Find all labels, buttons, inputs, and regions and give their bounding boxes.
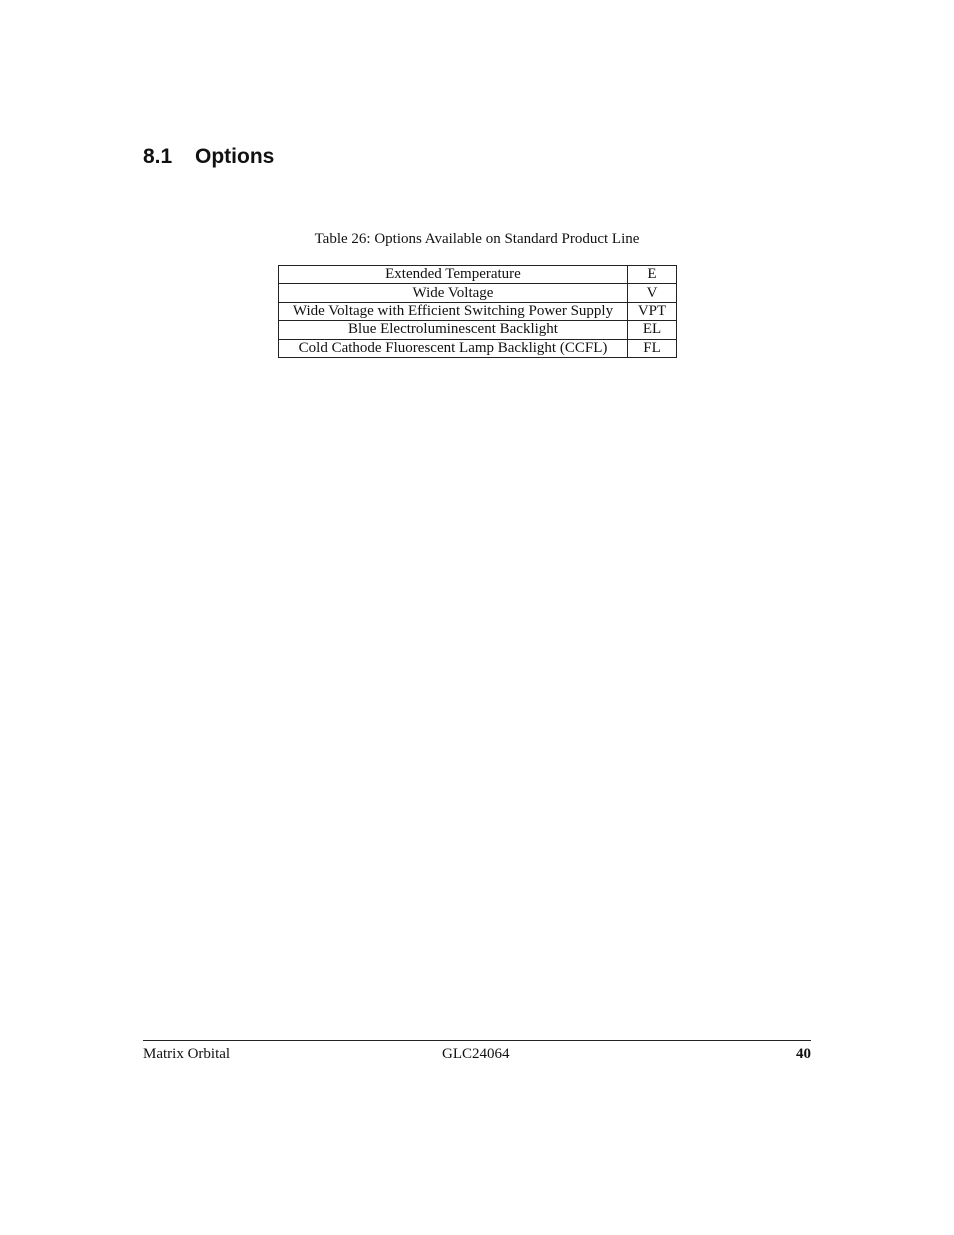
option-code-cell: V (628, 284, 677, 302)
table-caption: Table 26: Options Available on Standard Product Line (314, 231, 640, 247)
section-heading (143, 143, 274, 171)
table-row (279, 321, 677, 339)
footer-page-number: 40 (796, 1046, 811, 1062)
option-name-cell: Extended Temperature (279, 266, 628, 284)
options-table (278, 265, 677, 358)
table-row (279, 284, 677, 302)
footer-rule (143, 1040, 811, 1041)
option-name-cell: Blue Electroluminescent Backlight (279, 321, 628, 339)
option-code-cell: FL (628, 339, 677, 357)
option-name-cell: Wide Voltage (279, 284, 628, 302)
option-code-cell: EL (628, 321, 677, 339)
table-row (279, 266, 677, 284)
footer-model: GLC24064 (442, 1046, 510, 1062)
table-row (279, 339, 677, 357)
option-name-cell: Cold Cathode Fluorescent Lamp Backlight (CCFL) (279, 339, 628, 357)
option-name-cell: Wide Voltage with Efficient Switching Power Supply (279, 302, 628, 320)
footer-company: Matrix Orbital (143, 1046, 231, 1062)
section-title: Options (195, 145, 275, 168)
table-row (279, 302, 677, 320)
option-code-cell: E (628, 266, 677, 284)
option-code-cell: VPT (628, 302, 677, 320)
section-number: 8.1 (143, 145, 173, 168)
